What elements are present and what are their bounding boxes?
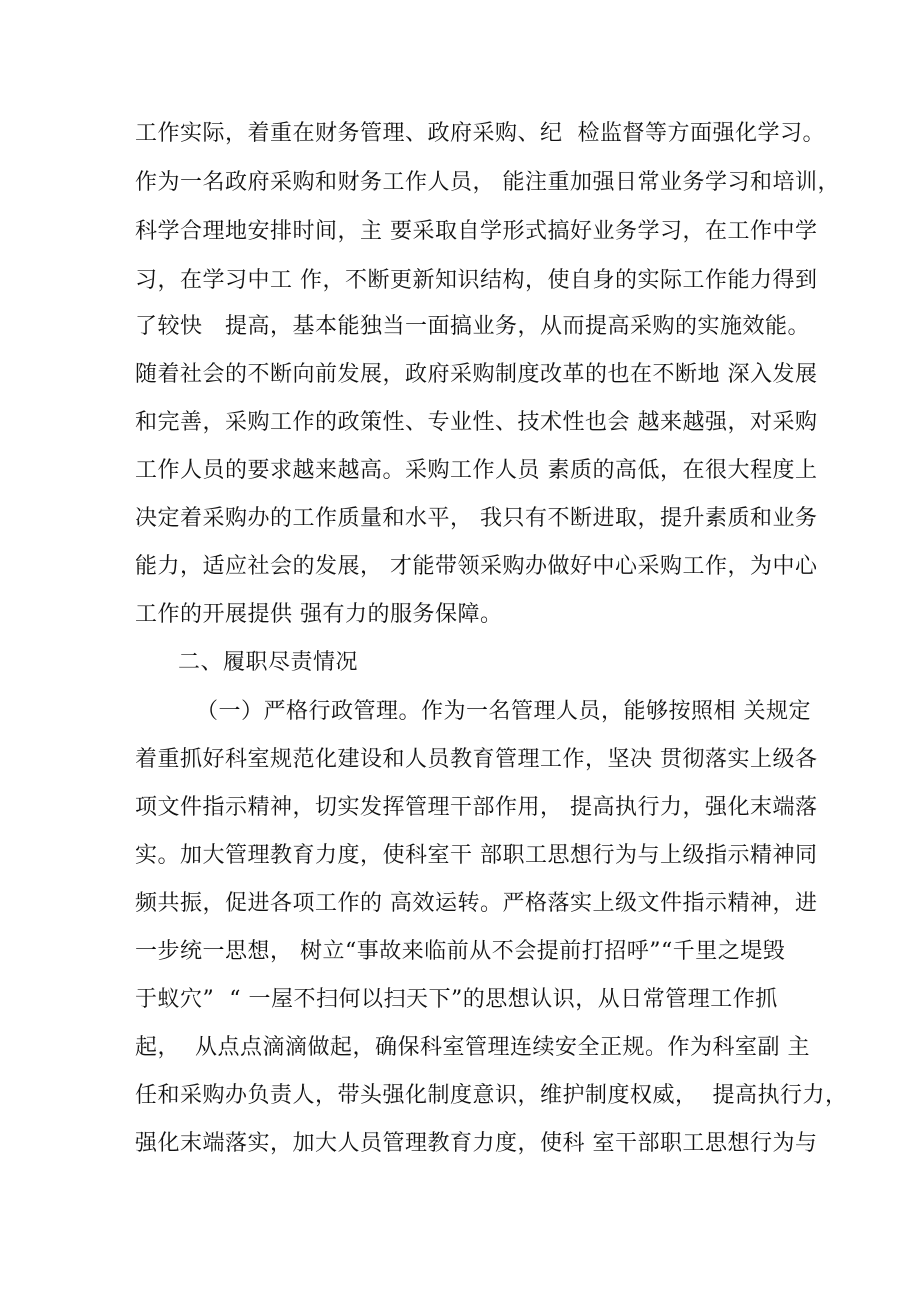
body-text-line: 和完善，采购工作的政策性、专业性、技术性也会 越来越强，对采购 <box>135 410 818 435</box>
body-text-line: 习，在学习中工 作，不断更新知识结构，使自身的实际工作能力得到 <box>135 268 818 293</box>
body-text-line: 工作的开展提供 强有力的服务保障。 <box>135 602 503 627</box>
body-text-line: 科学合理地安排时间，主 要采取自学形式搞好业务学习，在工作中学 <box>135 219 818 244</box>
subsection-text-line: 实。加大管理教育力度，使科室干 部职工思想行为与上级指示精神同 <box>135 843 818 868</box>
subsection-text-line: 项文件指示精神，切实发挥管理干部作用， 提高执行力，强化末端落 <box>135 795 818 820</box>
section-heading: 二、履职尽责情况 <box>178 650 359 675</box>
body-text-line: 能力，适应社会的发展， 才能带领采购办做好中心采购工作，为中心 <box>135 554 818 579</box>
body-text-line: 工作实际，着重在财务管理、政府采购、纪 检监督等方面强化学习。 <box>135 121 825 146</box>
body-text-line: 作为一名政府采购和财务工作人员， 能注重加强日常业务学习和培训， <box>135 170 840 195</box>
body-text-line: 工作人员的要求越来越高。采购工作人员 素质的高低，在很大程度上 <box>135 458 818 483</box>
body-text-line: 了较快 提高，基本能独当一面搞业务，从而提高采购的实施效能。 <box>135 314 810 339</box>
subsection-text-line: 强化末端落实，加大人员管理教育力度，使科 室干部职工思想行为与 <box>135 1131 818 1156</box>
subsection-text-line: 于蚁穴” “ 一屋不扫何以扫天下”的思想认识，从日常管理工作抓 <box>135 987 778 1012</box>
body-text-line: 决定着采购办的工作质量和水平， 我只有不断进取，提升素质和业务 <box>135 506 818 531</box>
subsection-text-line: 频共振，促进各项工作的 高效运转。严格落实上级文件指示精神，进 <box>135 891 818 916</box>
subsection-text-line: 一步统一思想， 树立“事故来临前从不会提前打招呼”“千里之堤毁 <box>135 939 786 964</box>
subsection-text-line: 起， 从点点滴滴做起，确保科室管理连续安全正规。作为科室副 主 <box>135 1035 810 1060</box>
subsection-text-line: （一）严格行政管理。作为一名管理人员，能够按照相 关规定 <box>196 699 811 724</box>
body-text-line: 随着社会的不断向前发展，政府采购制度改革的也在不断地 深入发展 <box>135 362 818 387</box>
subsection-text-line: 着重抓好科室规范化建设和人员教育管理工作，坚决 贯彻落实上级各 <box>135 747 818 772</box>
subsection-text-line: 任和采购办负责人，带头强化制度意识，维护制度权威， 提高执行力， <box>135 1083 848 1108</box>
